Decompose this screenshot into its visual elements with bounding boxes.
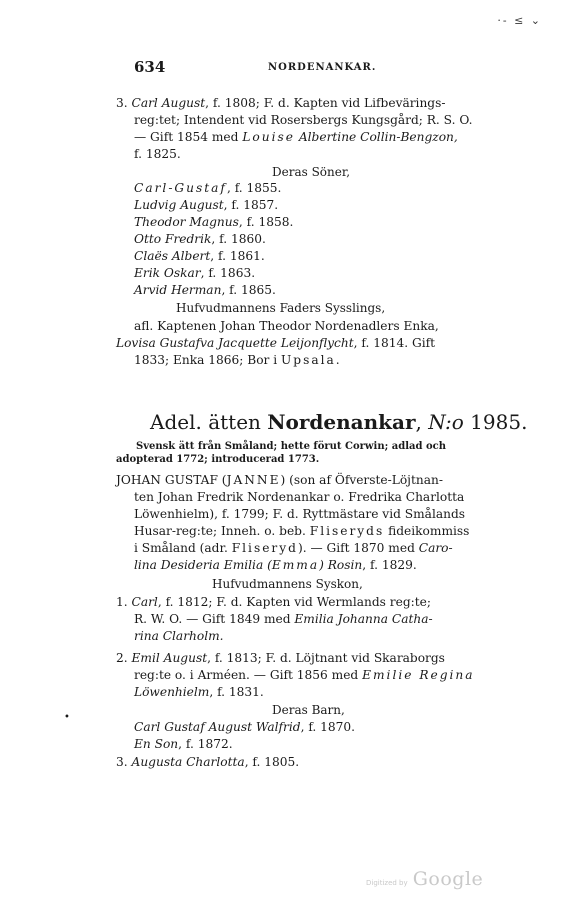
origin-line2: adopterad 1772; introducerad 1773.	[116, 454, 320, 465]
head-line6: lina Desideria Emilia (Emma) Rosin, f. 1829.	[134, 558, 417, 572]
entry3-line2: reg:tet; Intendent vid Rosersbergs Kungsgård; R. S. O.	[134, 113, 473, 127]
cousin-heading: Hufvudmannens Faders Sysslings,	[176, 301, 386, 315]
person-name: Augusta Charlotta	[131, 755, 245, 769]
person-name: Lovisa Gustafva Jacquette Leijonflycht	[116, 336, 354, 350]
sons-heading: Deras Söner,	[272, 165, 351, 179]
person-name: Emil August	[131, 651, 208, 665]
head-line1: JOHAN GUSTAF (JANNE) (son af Öfverste-Löjtnan-	[116, 473, 443, 487]
child-item: En Son, f. 1872.	[134, 737, 233, 751]
head-line2: ten Johan Fredrik Nordenankar o. Fredrika Charlotta	[134, 490, 465, 504]
section-title: Adel. ätten Nordenankar, N:o 1985.	[150, 410, 528, 434]
son-item: Erik Oskar, f. 1863.	[134, 266, 256, 280]
sibling1-line1: 1. Carl, f. 1812; F. d. Kapten vid Wermlands reg:te;	[116, 595, 431, 609]
entry3-line3: — Gift 1854 med Louise Albertine Collin-Bengzon,	[134, 130, 458, 144]
page-number: 634	[134, 58, 166, 76]
son-item: Ludvig August, f. 1857.	[134, 198, 279, 212]
sibling2-line2: reg:te o. i Arméen. — Gift 1856 med Emilie Regina	[134, 668, 475, 682]
sibling1-line2: R. W. O. — Gift 1849 med Emilia Johanna Catha-	[134, 612, 433, 626]
origin-line1: Svensk ätt från Småland; hette förut Corwin; adlad och	[136, 441, 447, 452]
page-header	[134, 58, 494, 78]
entry-number: 3.	[116, 96, 128, 110]
corner-mark: ·‑ ≤ ⌄	[497, 14, 542, 27]
cousin-line1: afl. Kaptenen Johan Theodor Nordenadlers Enka,	[134, 319, 439, 333]
son-item: Carl-Gustaf, f. 1855.	[134, 181, 282, 195]
head-line3: Löwenhielm), f. 1799; F. d. Ryttmästare vid Smålands	[134, 507, 466, 521]
person-name: Carl August	[131, 96, 206, 110]
entry3-line1: 3. Carl August, f. 1808; F. d. Kapten vid Lifbevärings-	[116, 96, 446, 110]
entry3-line4: f. 1825.	[134, 147, 181, 161]
running-title: NORDENANKAR.	[268, 62, 377, 73]
cousin-line2: Lovisa Gustafva Jacquette Leijonflycht, f. 1814. Gift	[116, 336, 436, 350]
sibling2-line3: Löwenhielm, f. 1831.	[134, 685, 264, 699]
son-item: Claës Albert, f. 1861.	[134, 249, 265, 263]
person-name: Carl	[131, 595, 158, 609]
child-item: Carl Gustaf August Walfrid, f. 1870.	[134, 720, 356, 734]
son-item: Theodor Magnus, f. 1858.	[134, 215, 294, 229]
margin-dot-icon: •	[64, 712, 70, 723]
sibling2-line1: 2. Emil August, f. 1813; F. d. Löjtnant vid Skaraborgs	[116, 651, 445, 665]
children-heading: Deras Barn,	[272, 703, 345, 717]
digitized-watermark: Digitized by Google	[366, 868, 484, 890]
siblings-heading: Hufvudmannens Syskon,	[212, 577, 363, 591]
google-logo: Google	[412, 868, 484, 890]
head-line5: i Småland (adr. Fliseryd). — Gift 1870 med Caro-	[134, 541, 453, 555]
son-item: Arvid Herman, f. 1865.	[134, 283, 276, 297]
son-item: Otto Fredrik, f. 1860.	[134, 232, 266, 246]
sibling3-line: 3. Augusta Charlotta, f. 1805.	[116, 755, 300, 769]
cousin-line3: 1833; Enka 1866; Bor i Upsala.	[134, 353, 340, 367]
head-line4: Husar-reg:te; Inneh. o. beb. Fliseryds fideikommiss	[134, 524, 470, 538]
sibling1-line3: rina Clarholm.	[134, 629, 224, 643]
